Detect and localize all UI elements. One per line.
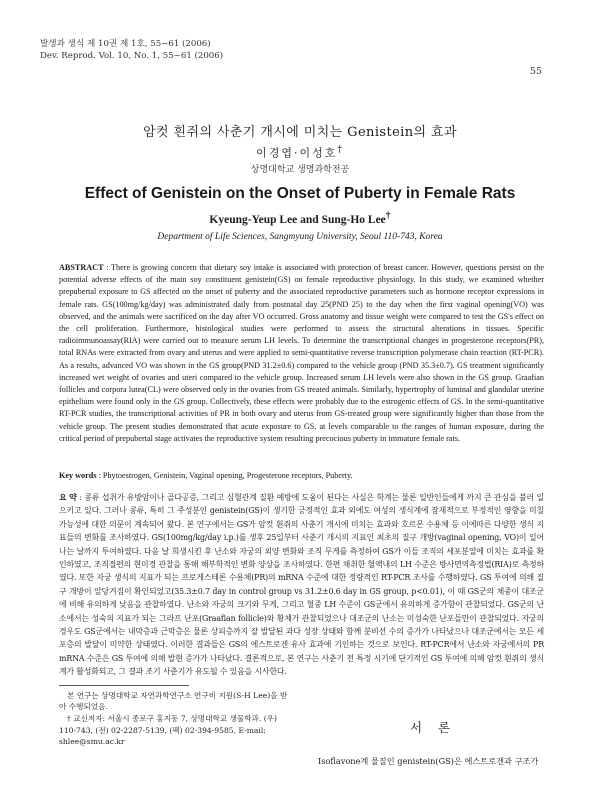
corresponding-mark-kr: † [337,144,344,155]
journal-citation-kr: 발생과 생식 제 10권 제 1호, 55~61 (2006) [40,39,211,49]
affiliation-korean: 상명대학교 생명과학전공 [250,165,350,175]
journal-citation-en: Dev. Reprod. Vol. 10, No. 1, 55~61 (2006) [40,51,224,61]
authors-english [0,210,600,226]
korean-summary-text: : 콩류 섭취가 유방암이나 골다공증, 그리고 심혈관계 질환 예방에 도움이 된다는 사실은 학계는 물론 일반인들에게 까지 큰 관심을 불러 일으키고 있다. 그러나 콩류, 특히 그 주성분인 genistein(GS)이 생기한 긍정적인 효과 외에도 여성의 생식계에 잠재적으로 부정적인 영향을 미칠 가능성에 대한 의문이 계속되어 왔다. 본 연구에서는 GS가 암컷 흰쥐의 사춘기 개시에 미치는 효과와 호르몬 수용체 등 이에따른 다양한 생식 지표들의 변화를 조사하였다. GS(100mg/kg/day i.p.)를 생후 25일부터 사춘기 개시의 지표인 최초의 질구 개방(vaginal opening, VO)이 일어나는 날까지 투여하였다. 다음 날 희생시킨 후 난소와 자궁의 외양 변화와 조직 무게를 측정하여 GS가 이들 조직의 세포분열에 미치는 효과를 확인하였고, 조직절편의 현미경 관찰을 통해 해부학적인 변화 양상을 조사하였다. 한편 채취한 혈액내의 LH 수준은 방사면역측정법(RIA)로 측정하였다. 또한 자궁 생식의 지표가 되는 프로게스테론 수용체(PR)의 mRNA 수준에 대한 정량적인 RT-PCR 조사를 수행하였다. GS 투여에 의해 질구 개방이 앞당겨짐이 확인되었고(35.3±0.7 day in control group vs 31.2±0.6 day in GS group, p<0.01), 이 때 GS군의 체중이 대조군에 비해 유의하게 낮음을 관찰하였다. 난소와 자궁의 크기와 무게, 그리고 혈중 LH 수준이 GS군에서 유의하게 증가함이 관찰되었다. GS군의 난소에서는 성숙의 지표가 되는 그라프 난포(Graafian follicle)와 황체가 관찰되었으나 대조군의 난소는 미성숙한 난포들만이 관찰되었다. 자궁의 경우도 GS군에서는 내막층과 근막층은 물론 상피층까지 잘 발달된 과다 성장 상태와 함께 분비선 수의 증가가 나타났으나 대조군에서는 모든 세포층의 발달이 미약한 상태였다. 이러한 결과들은 GS의 에스트로겐 유사 효과에 기인하는 것으로 보인다. RT-PCR에서 난소와 자궁에서의 PR mRNA 수준은 GS 투여에 의해 발현 증가가 나타났다. 결론적으로, 본 연구는 사춘기 전 특정 시기에 단기적인 GS 투여에 의해 암컷 흰쥐의 생식계가 활성화되고, 그 결과 조기 사춘기가 유도될 수 있음을 시사한다. [59,493,545,677]
title-korean: 암컷 흰쥐의 사춘기 개시에 미치는 Genistein의 효과 [143,125,457,140]
introduction-heading: 서 론 [409,720,457,735]
abstract [59,262,544,445]
authors-korean [0,144,600,161]
correspondence-footnote: † 교신저자: 서울시 종로구 홍지동 7, 상명대학교 생물학과. (우) 110-743, (전) 02-2287-5139, (팩) 02-394-9585, E-mail: shlee@smu.ac.kr [59,714,277,746]
funding-footnote: 본 연구는 상명대학교 자연과학연구소 연구비 지원(S-H Lee)을 받아 수행되었음. [59,691,288,712]
korean-summary-label: 요 약 [59,493,77,502]
authors-korean-names: 이경엽·이성호 [256,146,338,160]
authors-english-names: Kyeung-Yeup Lee and Sung-Ho Lee [209,213,386,226]
abstract-label: ABSTRACT [59,263,104,272]
title-english: Effect of Genistein on the Onset of Puberty in Female Rats [84,185,516,202]
keywords-label: Key words [59,471,97,480]
footnote-divider [59,685,189,686]
page-number: 55 [529,66,542,77]
korean-summary [59,491,544,679]
footnotes [59,690,291,747]
abstract-text: : There is growing concern that dietary soy intake is associated with protection of breast cancer. However, questions persist on the potential adverse effects of the main soy constituent genistein(GS) on female reproductive physiology. In this study, we examined whether prepubertal exposure to GS affected on the onset of puberty and the associated reproductive parameters such as hormone receptor expressions in female rats. GS(100mg/kg/day) was administrated daily from postnatal day 25(PND 25) to the day when the first vaginal opening(VO) was observed, and the animals were sacrificed on the day after VO occurred. Gross anatomy and tissue weight were compared to test the GS's effect on the cell proliferation. Furthermore, histological studies were performed to assess the structural alterations in tissues. Specific radioimmunoassay(RIA) were carried out to measure serum LH levels. To determine the transcriptional changes in progesterone receptors(PR), total RNAs were extracted from ovary and uterus and were applied to semi-quantitative reverse transcription polymerase chain reaction (RT-PCR). As a results, advanced VO was shown in the GS group(PND 31.2±0.6) compared to the vehicle group (PND 35.3±0.7). GS treatment significantly increased wet weight of ovaries and uteri compared to the vehicle group. Increased serum LH levels were also shown in the GS group. Graafian follicles and corpora lutea(CL) were observed only in the ovaries from GS treated animals. Similarly, hypertrophy of luminal and glandular uterine epithelium were found only in the GS group. Collectively, these effects were probably due to the estrogenic effects of GS. In the semi-quantitative RT-PCR studies, the transcriptional activities of PR in both ovary and uterus from GS-treated group were significantly higher than those from the vehicle group. The present studies demonstrated that acute exposure to GS, at levels comparable to the ranges of human exposure, during the critical period of prepubertal stage activates the reproductive system resulting precocious puberty in immature female rats. [59,263,544,443]
keywords-text: : Phytoestrogen, Genistein, Vaginal opening, Progesterone receptors, Puberty. [98,471,353,480]
corresponding-mark-en: † [385,210,391,221]
journal-citation [40,38,223,62]
affiliation-english: Department of Life Sciences, Sangmyung University, Seoul 110-743, Korea [157,232,443,242]
introduction-first-line: Isoflavone계 물질인 genistein(GS)은 에스트로겐과 구조가 [318,756,539,766]
keywords [59,470,544,482]
